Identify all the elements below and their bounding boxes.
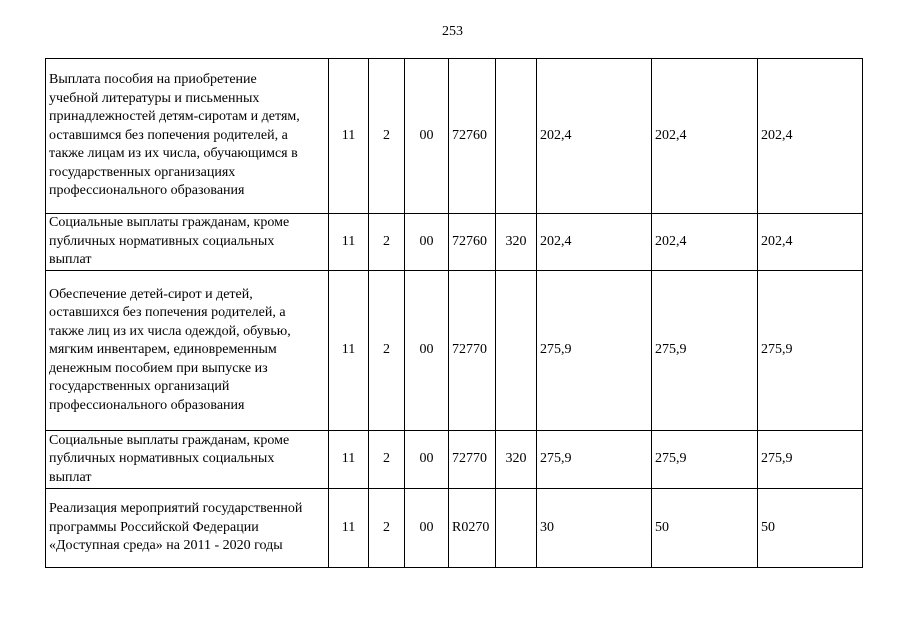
row-name-line: профессионального образования [49, 183, 245, 199]
row-name-line: государственных организациях [49, 164, 236, 180]
table-row [46, 214, 863, 271]
target-item-code: R0270 [449, 489, 496, 568]
row-name-line: выплат [49, 252, 92, 268]
row-name-line: также лицам из их числа, обучающимся в [49, 146, 298, 162]
page-number: 253 [442, 24, 463, 39]
row-name-line: выплат [49, 469, 92, 485]
row-name-line: «Доступная среда» на 2011 - 2020 годы [49, 538, 283, 554]
row-name-line: программы Российской Федерации [49, 519, 259, 535]
row-name-line: публичных нормативных социальных [49, 451, 275, 467]
subsection-code: 2 [369, 431, 405, 489]
row-name [46, 271, 329, 431]
amount-2: 275,9 [652, 271, 758, 431]
subsection-code: 2 [369, 489, 405, 568]
table-row [46, 489, 863, 568]
amount-2: 202,4 [652, 59, 758, 214]
subsection-code: 2 [369, 59, 405, 214]
row-name-line: денежным пособием при выпуске из [49, 360, 268, 376]
program-code: 00 [405, 431, 449, 489]
amount-3: 275,9 [758, 431, 863, 489]
row-name [46, 59, 329, 214]
row-name-line: Социальные выплаты гражданам, кроме [49, 432, 290, 448]
row-name-line: также лиц из их числа одеждой, обувью, [49, 323, 291, 339]
program-code: 00 [405, 489, 449, 568]
budget-table [45, 58, 863, 568]
amount-3: 202,4 [758, 214, 863, 271]
expense-type-code [496, 489, 537, 568]
table-row [46, 271, 863, 431]
row-name-line: оставшихся без попечения родителей, а [49, 305, 286, 321]
row-name-line: учебной литературы и письменных [49, 90, 260, 106]
target-item-code: 72770 [449, 271, 496, 431]
expense-type-code [496, 59, 537, 214]
row-name [46, 489, 329, 568]
amount-3: 275,9 [758, 271, 863, 431]
amount-1: 275,9 [537, 431, 652, 489]
amount-3: 50 [758, 489, 863, 568]
row-name-line: Обеспечение детей-сирот и детей, [49, 286, 253, 302]
row-name [46, 431, 329, 489]
section-code: 11 [329, 271, 369, 431]
amount-2: 50 [652, 489, 758, 568]
expense-type-code: 320 [496, 214, 537, 271]
section-code: 11 [329, 214, 369, 271]
row-name-line: принадлежностей детям-сиротам и детям, [49, 109, 300, 125]
section-code: 11 [329, 431, 369, 489]
row-name-line: профессионального образования [49, 397, 245, 413]
target-item-code: 72760 [449, 214, 496, 271]
table-row [46, 59, 863, 214]
amount-2: 202,4 [652, 214, 758, 271]
expense-type-code [496, 271, 537, 431]
amount-1: 275,9 [537, 271, 652, 431]
row-name-line: оставшимся без попечения родителей, а [49, 127, 288, 143]
program-code: 00 [405, 271, 449, 431]
program-code: 00 [405, 59, 449, 214]
target-item-code: 72770 [449, 431, 496, 489]
row-name [46, 214, 329, 271]
amount-2: 275,9 [652, 431, 758, 489]
table-row [46, 431, 863, 489]
row-name-line: публичных нормативных социальных [49, 233, 275, 249]
subsection-code: 2 [369, 271, 405, 431]
amount-1: 30 [537, 489, 652, 568]
target-item-code: 72760 [449, 59, 496, 214]
expense-type-code: 320 [496, 431, 537, 489]
subsection-code: 2 [369, 214, 405, 271]
section-code: 11 [329, 59, 369, 214]
amount-1: 202,4 [537, 214, 652, 271]
amount-1: 202,4 [537, 59, 652, 214]
row-name-line: Реализация мероприятий государственной [49, 501, 303, 517]
row-name-line: Социальные выплаты гражданам, кроме [49, 215, 290, 231]
section-code: 11 [329, 489, 369, 568]
row-name-line: Выплата пособия на приобретение [49, 72, 257, 88]
program-code: 00 [405, 214, 449, 271]
row-name-line: государственных организаций [49, 379, 230, 395]
amount-3: 202,4 [758, 59, 863, 214]
row-name-line: мягким инвентарем, единовременным [49, 342, 277, 358]
